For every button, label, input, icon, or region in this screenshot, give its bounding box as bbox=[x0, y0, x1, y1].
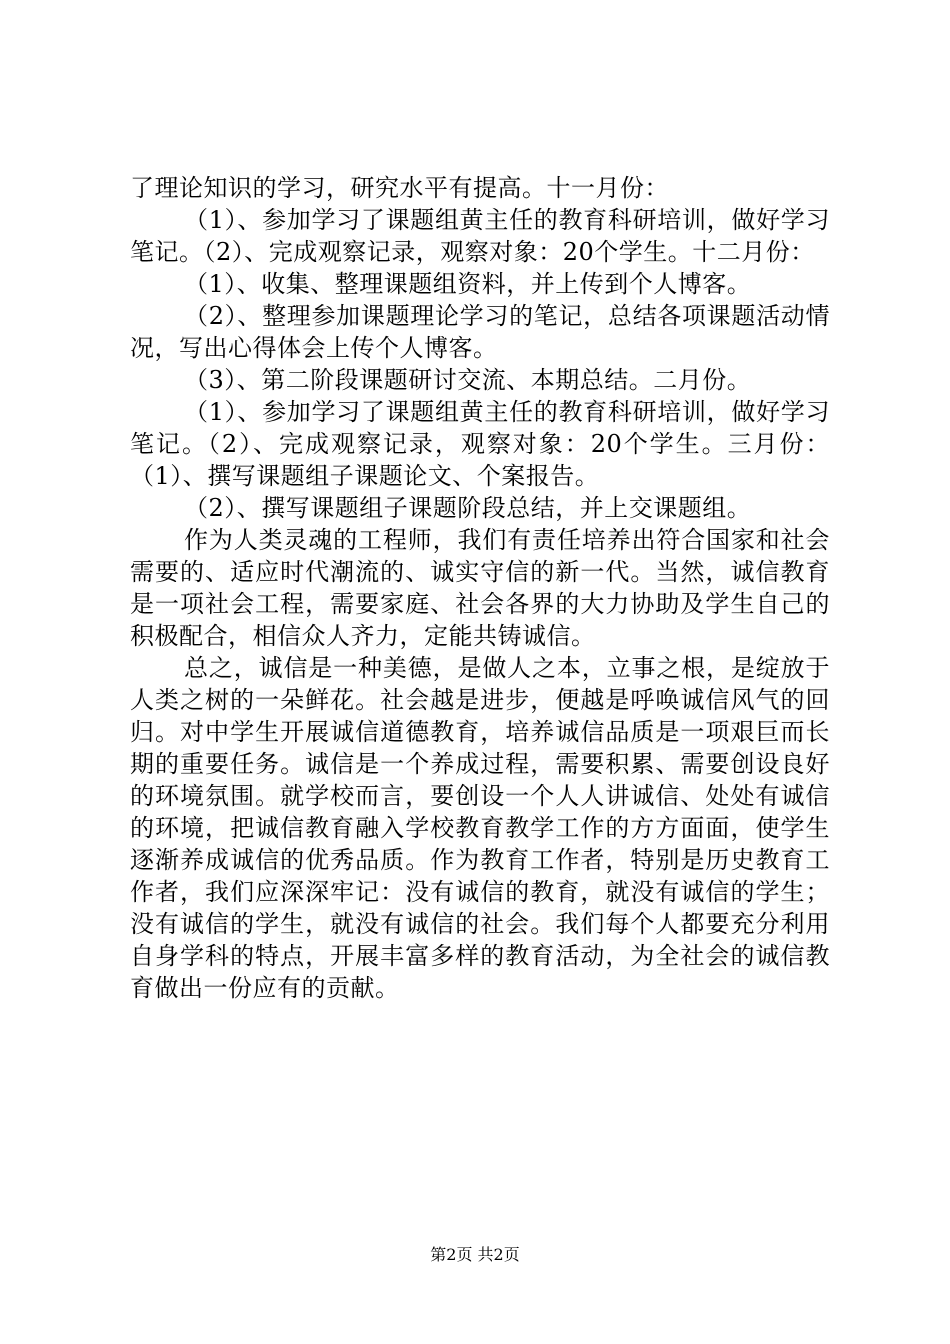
paragraph-6: （1）、参加学习了课题组黄主任的教育科研培训，做好学习笔记。（2）、完成观察记录，观察对象：20个学生。三月份：（1）、撰写课题组子课题论文、个案报告。 bbox=[130, 398, 830, 490]
paragraph-5: （3）、第二阶段课题研讨交流、本期总结。二月份。 bbox=[184, 366, 752, 394]
paragraph-8: 作为人类灵魂的工程师，我们有责任培养出符合国家和社会需要的、适应时代潮流的、诚实守信的新一代。当然，诚信教育是一项社会工程，需要家庭、社会各界的大力协助及学生自己的积极配合，相信众人齐力，定能共铸诚信。 bbox=[130, 526, 830, 650]
paragraph-4: （2）、整理参加课题理论学习的笔记，总结各项课题活动情况，写出心得体会上传个人博客。 bbox=[130, 302, 830, 362]
document-body bbox=[130, 172, 830, 1004]
paragraph-2: （1）、参加学习了课题组黄主任的教育科研培训，做好学习笔记。（2）、完成观察记录，观察对象：20个学生。十二月份： bbox=[130, 206, 830, 266]
paragraph-9: 总之，诚信是一种美德，是做人之本，立事之根，是绽放于人类之树的一朵鲜花。社会越是进步，便越是呼唤诚信风气的回归。对中学生开展诚信道德教育，培养诚信品质是一项艰巨而长期的重要任务。诚信是一个养成过程，需要积累、需要创设良好的环境氛围。就学校而言，要创设一个人人讲诚信、处处有诚信的环境，把诚信教育融入学校教育教学工作的方方面面，使学生逐渐养成诚信的优秀品质。作为教育工作者，特别是历史教育工作者，我们应深深牢记：没有诚信的教育，就没有诚信的学生；没有诚信的学生，就没有诚信的社会。我们每个人都要充分利用自身学科的特点，开展丰富多样的教育活动，为全社会的诚信教育做出一份应有的贡献。 bbox=[130, 654, 830, 1002]
paragraph-1: 了理论知识的学习，研究水平有提高。十一月份： bbox=[130, 174, 669, 202]
paragraph-3: （1）、收集、整理课题组资料，并上传到个人博客。 bbox=[184, 270, 752, 298]
page-footer bbox=[0, 1245, 950, 1265]
paragraph-7: （2）、撰写课题组子课题阶段总结，并上交课题组。 bbox=[184, 494, 752, 522]
page-number-label: 第2页 共2页 bbox=[430, 1245, 520, 1264]
